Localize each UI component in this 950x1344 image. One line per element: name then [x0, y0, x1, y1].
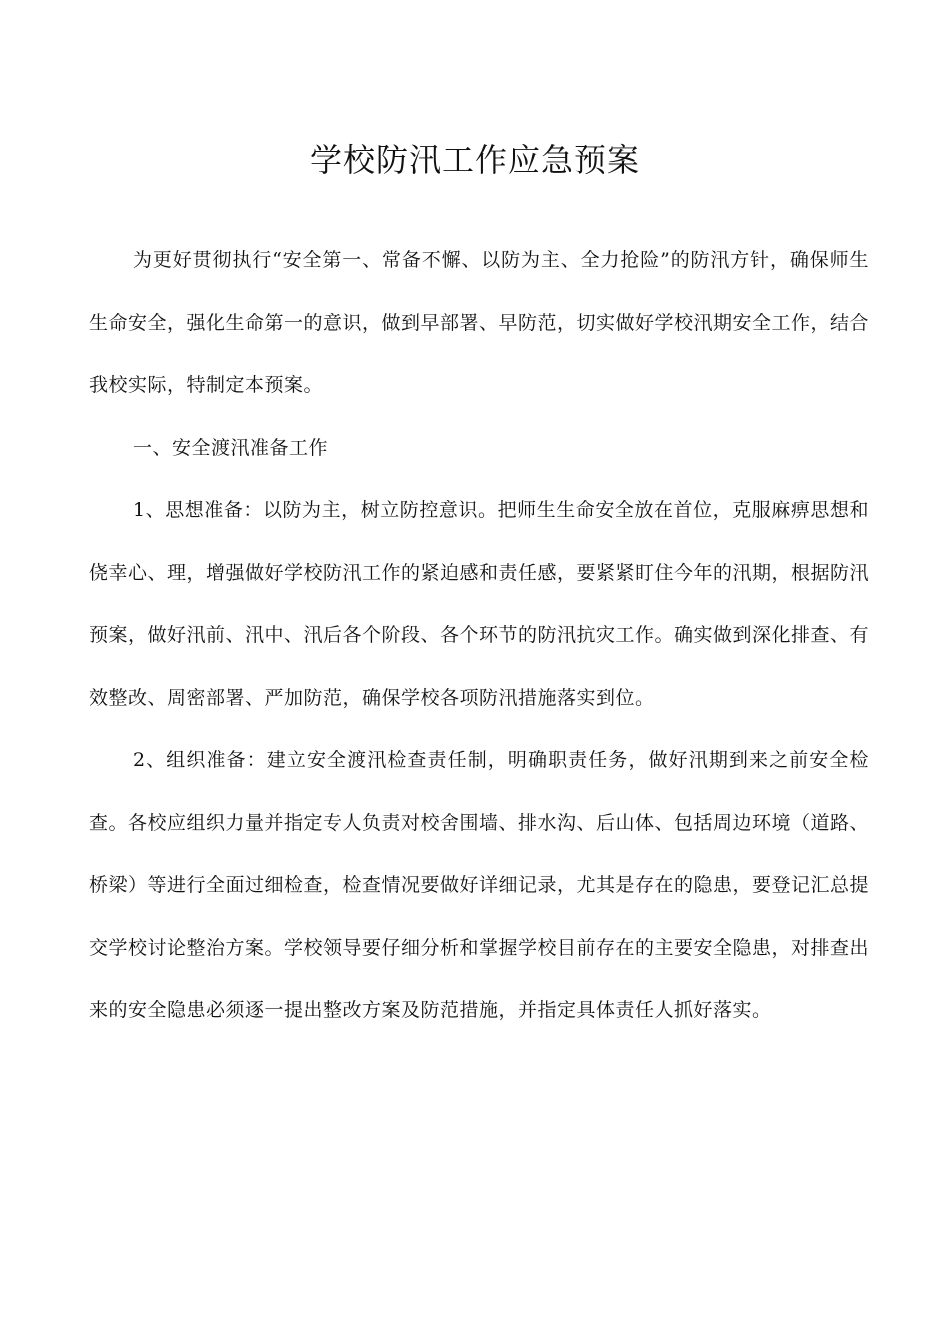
paragraph-ideological-preparation: 1、思想准备：以防为主，树立防控意识。把师生生命安全放在首位，克服麻痹思想和侥幸心、理，增强做好学校防汛工作的紧迫感和责任感，要紧紧盯住今年的汛期，根据防汛预案，做好汛前、汛中、汛后各个阶段、各个环节的防汛抗灾工作。确实做到深化排查、有效整改、周密部署、严加防范，确保学校各项防汛措施落实到位。	[89, 499, 870, 709]
section-heading: 一、安全渡汛准备工作	[133, 436, 329, 459]
intro-paragraph: 为更好贯彻执行“安全第一、常备不懈、以防为主、全力抢险”的防汛方针，确保师生生命安全，强化生命第一的意识，做到早部署、早防范，切实做好学校汛期安全工作，结合我校实际，特制定本预案。	[89, 249, 870, 396]
paragraph-organizational-preparation: 2、组织准备：建立安全渡汛检查责任制，明确职责任务，做好汛期到来之前安全检查。各校应组织力量并指定专人负责对校舍围墙、排水沟、后山体、包括周边环境（道路、桥梁）等进行全面过细检查，检查情况要做好详细记录，尤其是存在的隐患，要登记汇总提交学校讨论整治方案。学校领导要仔细分析和掌握学校目前存在的主要安全隐患，对排查出来的安全隐患必须逐一提出整改方案及防范措施，并指定具体责任人抓好落实。	[89, 749, 870, 1021]
document-body	[89, 229, 869, 1042]
document-title: 学校防汛工作应急预案	[309, 141, 640, 179]
